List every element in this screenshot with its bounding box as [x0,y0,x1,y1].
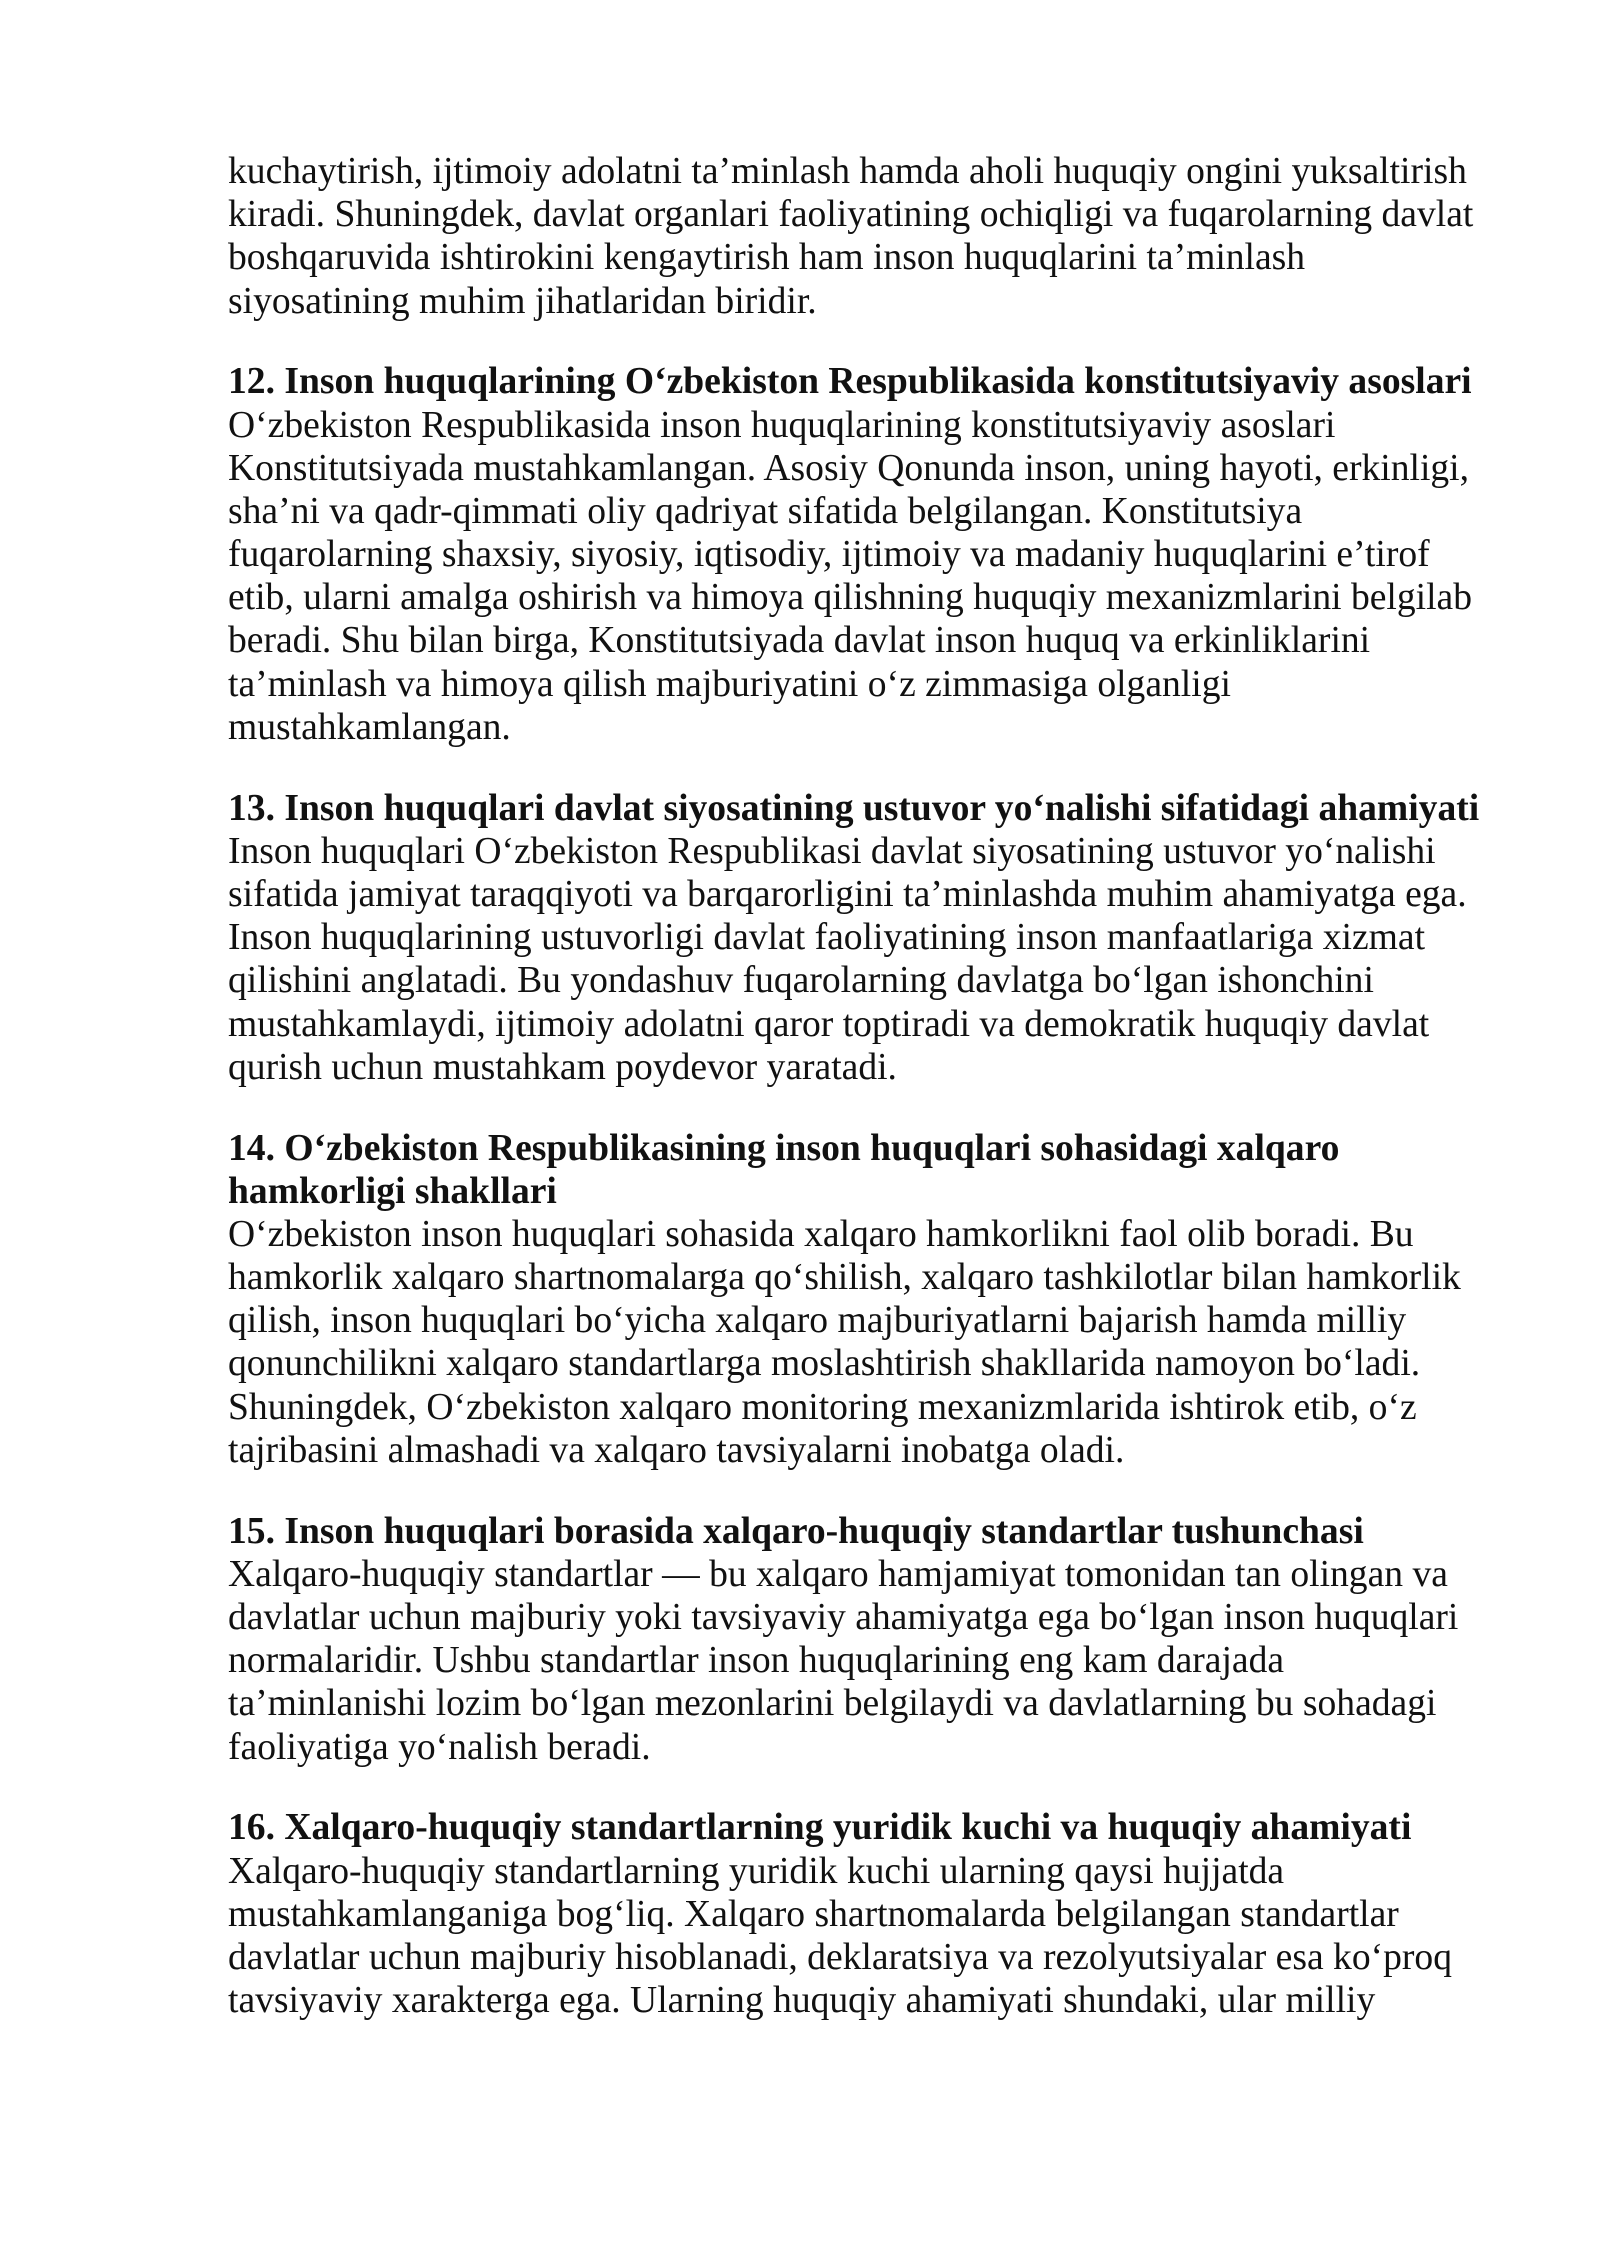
paragraph-line: O‘zbekiston Respublikasida inson huquqlarining konstitutsiyaviy asoslari [228,404,1336,446]
section-15 [228,1510,1486,1769]
paragraph-line: qilish, inson huquqlari bo‘yicha xalqaro majburiyatlarni bajarish hamda milliy [228,1300,1407,1342]
paragraph-line: davlatlar uchun majburiy hisoblanadi, deklaratsiya va rezolyutsiyalar esa ko‘proq [228,1936,1453,1978]
paragraph-line: qonunchilikni xalqaro standartlarga moslashtirish shakllarida namoyon bo‘ladi. [228,1343,1421,1385]
section-12 [228,360,1486,749]
paragraph-line: ta’minlash va himoya qilish majburiyatini o‘z zimmasiga olganligi [228,663,1231,705]
paragraph-line: O‘zbekiston inson huquqlari sohasida xalqaro hamkorlikni faol olib boradi. Bu [228,1213,1414,1255]
paragraph-line: normalaridir. Ushbu standartlar inson huquqlarining eng kam darajada [228,1640,1285,1682]
section-heading [228,1127,1486,1213]
paragraph-line: kuchaytirish, ijtimoiy adolatni ta’minlash hamda aholi huquqiy ongini yuksaltirish [228,151,1467,192]
paragraph-line: mustahkamlanganiga bog‘liq. Xalqaro shartnomalarda belgilangan standartlar [228,1893,1399,1935]
paragraph-line: etib, ularni amalga oshirish va himoya qilishning huquqiy mexanizmlarini belgilab [228,577,1473,619]
section-14 [228,1127,1486,1473]
section-body [228,404,1486,750]
paragraph-line: qurish uchun mustahkam poydevor yaratadi. [228,1046,897,1088]
paragraph-line: tajribasini almashadi va xalqaro tavsiyalarni inobatga oladi. [228,1429,1125,1471]
paragraph-line: Xalqaro-huquqiy standartlar — bu xalqaro hamjamiyat tomonidan tan olingan va [228,1553,1448,1595]
continued-paragraph [228,150,1486,323]
section-body [228,1213,1486,1472]
section-body [228,830,1486,1089]
paragraph-line: mustahkamlangan. [228,706,511,748]
paragraph-line: Inson huquqlarining ustuvorligi davlat faoliyatining inson manfaatlariga xizmat [228,917,1426,959]
paragraph-line: davlatlar uchun majburiy yoki tavsiyaviy ahamiyatga ega bo‘lgan inson huquqlari [228,1597,1459,1638]
section-heading-line: 12. Inson huquqlarining O‘zbekiston Respublikasida konstitutsiyaviy asoslari [228,361,1472,403]
paragraph-line: boshqaruvida ishtirokini kengaytirish ham inson huquqlarini ta’minlash [228,237,1306,279]
paragraph-line: sifatida jamiyat taraqqiyoti va barqarorligini ta’minlashda muhim ahamiyatga ega. [228,874,1467,915]
section-heading-line: 15. Inson huquqlari borasida xalqaro-huquqiy standartlar tushunchasi [228,1510,1364,1552]
paragraph-line: qilishini anglatadi. Bu yondashuv fuqarolarning davlatga bo‘lgan ishonchini [228,960,1374,1002]
paragraph-line: hamkorlik xalqaro shartnomalarga qo‘shilish, xalqaro tashkilotlar bilan hamkorlik [228,1257,1461,1299]
section-heading-line: 14. O‘zbekiston Respublikasining inson huquqlari sohasidagi xalqaro [228,1127,1340,1169]
section-heading [228,360,1486,403]
section-body [228,1850,1486,2023]
section-heading-line: hamkorligi shakllari [228,1170,557,1212]
section-heading [228,1510,1486,1553]
paragraph-line: Xalqaro-huquqiy standartlarning yuridik kuchi ularning qaysi hujjatda [228,1850,1285,1892]
paragraph-line: faoliyatiga yo‘nalish beradi. [228,1726,651,1768]
paragraph-line: kiradi. Shuningdek, davlat organlari faoliyatining ochiqligi va fuqarolarning davlat [228,194,1474,236]
section-heading [228,1806,1486,1849]
section-body [228,1553,1486,1769]
paragraph-line: Inson huquqlari O‘zbekiston Respublikasi davlat siyosatining ustuvor yo‘nalishi [228,830,1436,872]
paragraph-line: sha’ni va qadr-qimmati oliy qadriyat sifatida belgilangan. Konstitutsiya [228,490,1303,532]
paragraph-line: beradi. Shu bilan birga, Konstitutsiyada davlat inson huquq va erkinliklarini [228,620,1371,662]
paragraph-line: tavsiyaviy xarakterga ega. Ularning huquqiy ahamiyati shundaki, ular milliy [228,1980,1376,2022]
section-13 [228,787,1486,1089]
section-16 [228,1806,1486,2022]
paragraph-line: Shuningdek, O‘zbekiston xalqaro monitoring mexanizmlarida ishtirok etib, o‘z [228,1386,1417,1428]
paragraph-line: ta’minlanishi lozim bo‘lgan mezonlarini belgilaydi va davlatlarning bu sohadagi [228,1683,1437,1725]
section-heading-line: 16. Xalqaro-huquqiy standartlarning yuridik kuchi va huquqiy ahamiyati [228,1807,1412,1849]
paragraph-line: fuqarolarning shaxsiy, siyosiy, iqtisodiy, ijtimoiy va madaniy huquqlarini e’tirof [228,534,1430,576]
paragraph-line: Konstitutsiyada mustahkamlangan. Asosiy Qonunda inson, uning hayoti, erkinligi, [228,447,1470,489]
section-heading [228,787,1486,830]
paragraph-line: siyosatining muhim jihatlaridan biridir. [228,280,817,322]
paragraph-line: mustahkamlaydi, ijtimoiy adolatni qaror toptiradi va demokratik huquqiy davlat [228,1003,1430,1045]
section-heading-line: 13. Inson huquqlari davlat siyosatining ustuvor yo‘nalishi sifatidagi ahamiyati [228,787,1480,829]
